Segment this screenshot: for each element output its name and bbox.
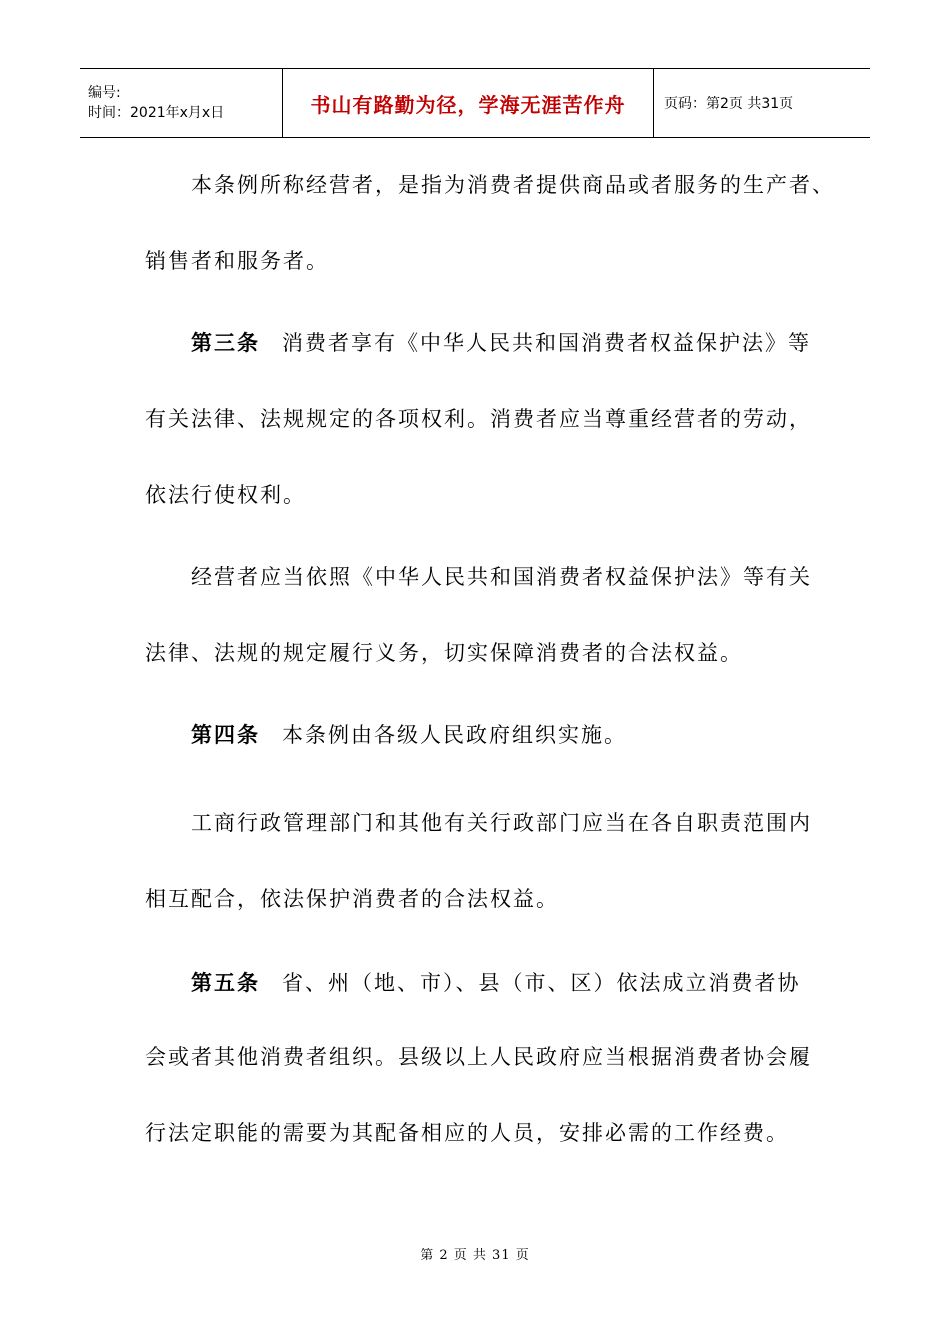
paragraph-line: 依法行使权利。 — [145, 483, 306, 507]
article-line — [191, 968, 801, 998]
header-page-number: 页码：第2页 共31页 — [664, 96, 794, 112]
paragraph-line: 本条例所称经营者，是指为消费者提供商品或者服务的生产者、 — [191, 173, 835, 197]
article-line — [191, 328, 811, 358]
paragraph-line: 有关法律、法规规定的各项权利。消费者应当尊重经营者的劳动， — [145, 407, 812, 431]
article-heading: 第三条 — [191, 331, 260, 355]
paragraph-line: 会或者其他消费者组织。县级以上人民政府应当根据消费者协会履 — [145, 1045, 812, 1069]
document-number-label: 编号: — [88, 85, 121, 101]
article-line — [191, 720, 627, 750]
page-footer: 第 2 页 共 31 页 — [420, 1248, 530, 1263]
paragraph-line: 经营者应当依照《中华人民共和国消费者权益保护法》等有关 — [191, 565, 812, 589]
document-header — [80, 68, 870, 138]
paragraph-line: 省、州（地、市）、县（市、区）依法成立消费者协 — [282, 971, 801, 995]
header-meta — [80, 69, 282, 137]
article-heading: 第五条 — [191, 971, 260, 995]
paragraph-line: 相互配合，依法保护消费者的合法权益。 — [145, 887, 559, 911]
article-heading: 第四条 — [191, 723, 260, 747]
paragraph-line: 消费者享有《中华人民共和国消费者权益保护法》等 — [282, 331, 811, 355]
paragraph-line: 法律、法规的规定履行义务，切实保障消费者的合法权益。 — [145, 641, 743, 665]
paragraph-line: 本条例由各级人民政府组织实施。 — [282, 723, 627, 747]
document-date-label: 时间：2021年x月x日 — [88, 105, 225, 121]
paragraph-line: 销售者和服务者。 — [145, 249, 329, 273]
header-motto: 书山有路勤为径，学海无涯苦作舟 — [282, 69, 654, 137]
paragraph-line: 行法定职能的需要为其配备相应的人员，安排必需的工作经费。 — [145, 1121, 789, 1145]
paragraph-line: 工商行政管理部门和其他有关行政部门应当在各自职责范围内 — [191, 811, 812, 835]
